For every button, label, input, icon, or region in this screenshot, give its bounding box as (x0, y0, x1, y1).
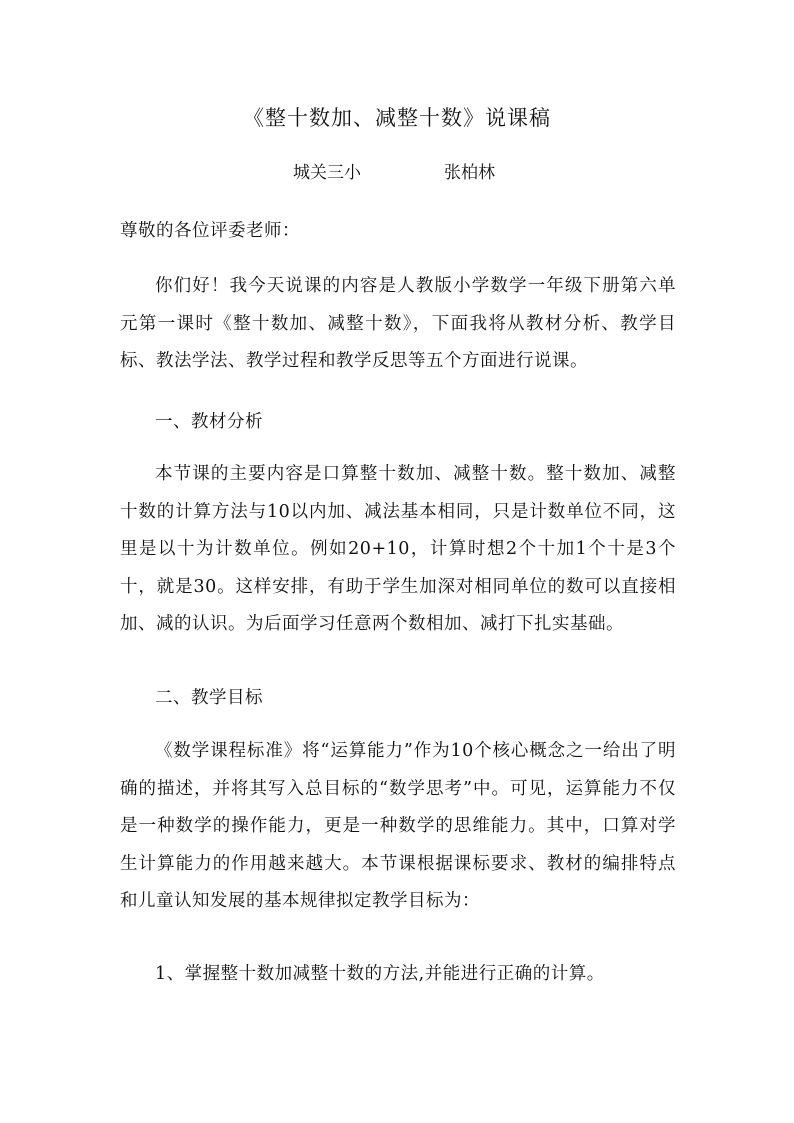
intro-text: 你们好！我今天说课的内容是人教版小学数学一年级下册第六单元第一课时《整十数加、减整十数》，下面我将从教材分析、教学目标、教法学法、教学过程和教学反思等五个方面进行说课。 (120, 276, 676, 372)
school-name: 城关三小 (293, 163, 361, 183)
section2-heading-text: 二、教学目标 (155, 688, 263, 708)
section2-text: 《数学课程标准》将“运算能力”作为10个核心概念之一给出了明确的描述，并将其写入总目标的“数学思考”中。可见，运算能力不仅是一种数学的操作能力，更是一种数学的思维能力。其中，口算对学生计算能力的作用越来越大。本节课根据课标要求、教材的编排特点和儿童认知发展的基本规律拟定教学目标为： (120, 741, 676, 912)
author-name: 张柏林 (444, 163, 495, 183)
teaching-goals-paragraph (120, 733, 676, 921)
document-title: 《整十数加、减整十数》说课稿 (243, 106, 551, 130)
intro-paragraph (120, 268, 676, 381)
byline (0, 158, 794, 188)
goal1-text: 1、掌握整十数加减整十数的方法,并能进行正确的计算。 (155, 964, 605, 984)
section1-heading-text: 一、教材分析 (155, 412, 263, 432)
salutation-text: 尊敬的各位评委老师： (120, 221, 300, 241)
section1-text: 本节课的主要内容是口算整十数加、减整十数。整十数加、减整十数的计算方法与10以内加、减法基本相同，只是计数单位不同，这里是以十为计数单位。例如20+10，计算时想2个十加1个十是3个十，就是30。这样安排，有助于学生加深对相同单位的数可以直接相加、减的认识。为后面学习任意两个数相加、减打下扎实基础。 (120, 464, 676, 635)
goal-item-1 (120, 956, 676, 994)
section-heading-teaching-goals (120, 680, 676, 718)
textbook-analysis-paragraph (120, 456, 676, 644)
salutation (120, 213, 676, 251)
section-heading-textbook-analysis (120, 404, 676, 442)
